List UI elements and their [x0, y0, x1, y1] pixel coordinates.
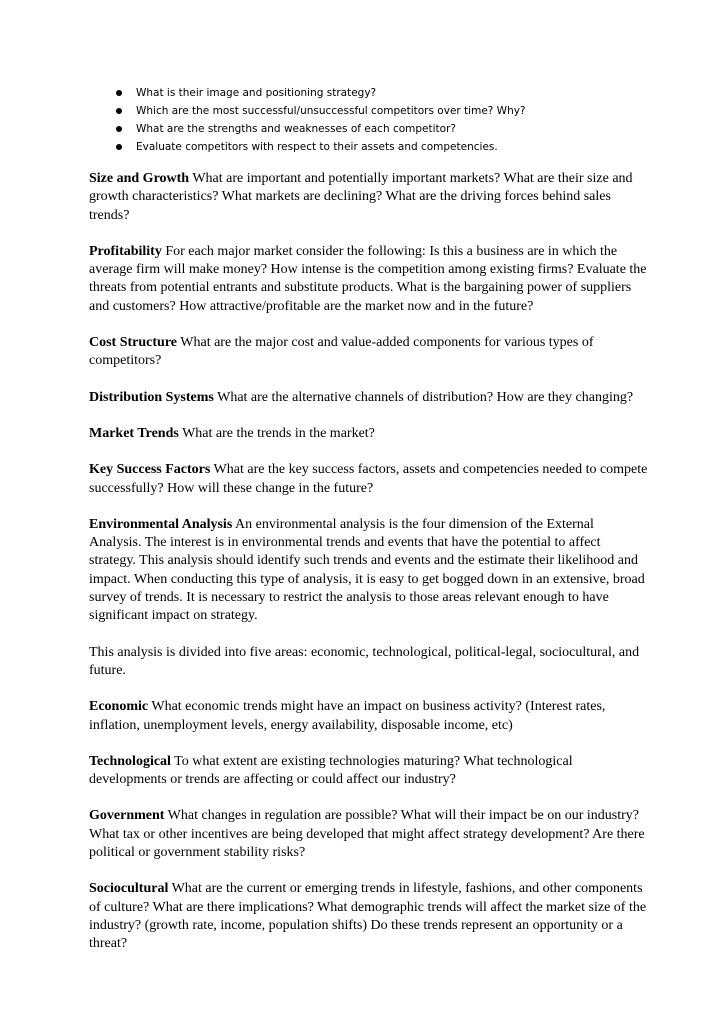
section-market-trends: [89, 425, 649, 443]
section-heading: Profitability: [89, 243, 162, 259]
section-text: What are the alternative channels of distribution? How are they changing?: [213, 389, 634, 405]
section-cost-structure: [89, 334, 649, 371]
section-heading: Economic: [89, 699, 149, 715]
list-item: Which are the most successful/unsuccessful competitors over time? Why?: [116, 102, 644, 120]
bullet-icon: [116, 144, 122, 150]
section-text: What economic trends might have an impact on business activity? (Interest rates, inflation, unemployment levels, energy availability, disposable income, etc): [89, 699, 606, 733]
list-item: What are the strengths and weaknesses of each competitor?: [116, 120, 644, 138]
section-distribution-systems: [89, 389, 649, 407]
section-heading: Government: [89, 808, 165, 824]
section-text: What changes in regulation are possible? What will their impact be on our industry? What tax or other incentives are being developed that might affect strategy development? Are there political or government stability risks?: [89, 808, 645, 861]
section-heading: Cost Structure: [89, 335, 178, 351]
section-government: [89, 807, 649, 862]
section-heading: Market Trends: [89, 425, 179, 441]
section-environmental-analysis: [89, 516, 649, 626]
section-heading: Sociocultural: [89, 881, 169, 897]
section-text: What are the key success factors, assets and competencies needed to compete successfully? How will these change in the future?: [89, 462, 648, 496]
section-text: An environmental analysis is the four dimension of the External Analysis. The interest is in environmental trends and events that have the potential to affect strategy. This analysis should identify such trends and events and the estimate their likelihood and impact. When conducting this type of analysis, it is easy to get bogged down in an extensive, broad survey of trends. It is necessary to restrict the analysis to those areas relevant enough to have significant impact on strategy.: [89, 516, 645, 624]
section-heading: Distribution Systems: [89, 389, 214, 405]
section-heading: Key Success Factors: [89, 462, 211, 478]
bullet-icon: [116, 108, 122, 114]
section-text: What are important and potentially important markets? What are their size and growth characteristics? What markets are declining? What are the driving forces behind sales trends?: [89, 171, 633, 223]
bullet-icon: [116, 90, 122, 96]
section-sociocultural: [89, 880, 649, 953]
section-text: What are the current or emerging trends in lifestyle, fashions, and other components of culture? What are there implications? What demographic trends will affect the market size of the industry? (growth rate, income, population shifts) Do these trends represent an opportunity or a threat?: [89, 881, 647, 952]
section-text: For each major market consider the following: Is this a business are in which the average firm will make money? How intense is the competition among existing firms? Evaluate the threats from potential entrants and substitute products. What is the bargaining power of suppliers and customers? How attractive/profitable are the market now and in the future?: [89, 243, 647, 314]
section-profitability: [89, 243, 649, 316]
section-heading: Technological: [89, 753, 171, 769]
section-text: This analysis is divided into five areas: economic, technological, political-legal, sociocultural, and future.: [89, 644, 640, 678]
section-text: What are the major cost and value-added components for various types of competitors?: [89, 335, 594, 369]
section-text: What are the trends in the market?: [178, 425, 375, 441]
section-key-success-factors: [89, 461, 649, 498]
competitor-questions-list: [89, 84, 644, 156]
section-technological: [89, 753, 649, 790]
section-economic: [89, 698, 649, 735]
bullet-icon: [116, 126, 122, 132]
section-five-areas: [89, 644, 649, 681]
list-item: What is their image and positioning strategy?: [116, 84, 644, 102]
section-size-and-growth: [89, 170, 649, 225]
section-heading: Size and Growth: [89, 171, 190, 186]
section-text: To what extent are existing technologies maturing? What technological developments or trends are affecting or could affect our industry?: [89, 753, 573, 788]
list-item: Evaluate competitors with respect to their assets and competencies.: [116, 138, 644, 156]
section-heading: Environmental Analysis: [89, 516, 233, 532]
